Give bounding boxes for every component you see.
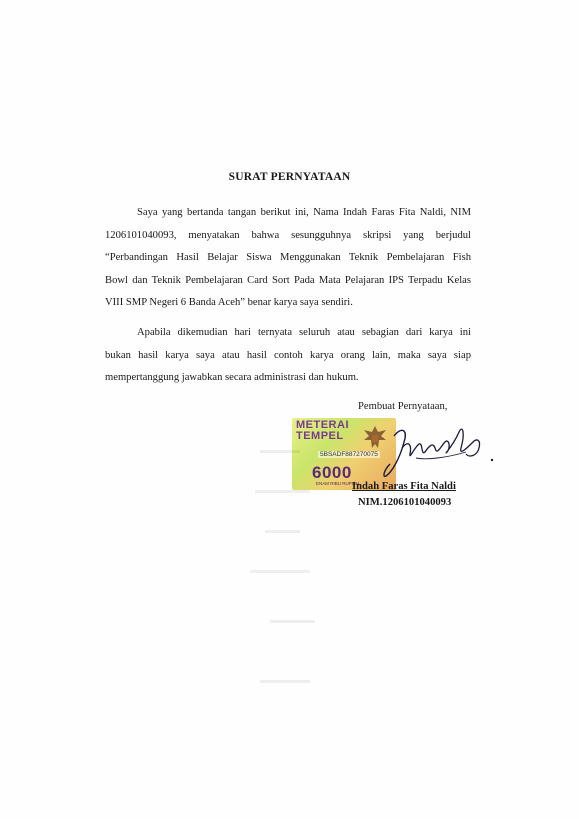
paragraph-line: Bowl dan Teknik Pembelajaran Card Sort Pada Mata Pelajaran IPS Terpadu Kelas	[105, 274, 471, 286]
paragraph-line: mempertanggung jawabkan secara administrasi dan hukum.	[105, 372, 359, 384]
page-title: SURAT PERNYATAAN	[228, 171, 351, 183]
paragraph-line: Saya yang bertanda tangan berikut ini, Nama Indah Faras Fita Naldi, NIM	[137, 207, 471, 218]
paragraph-responsibility	[105, 322, 471, 390]
paragraph-line: Apabila dikemudian hari ternyata seluruh atau sebagian dari karya ini	[137, 327, 471, 338]
stamp-code: 5BSADF887270075	[320, 451, 378, 458]
paragraph-statement	[105, 202, 471, 315]
paragraph-line: 1206101040093, menyatakan bahwa sesungguhnya skripsi yang berjudul	[105, 229, 471, 241]
bleed-through-shadow	[250, 430, 360, 720]
stamp-amount: 6000	[312, 463, 352, 482]
paragraph-line: “Perbandingan Hasil Belajar Siswa Menggunakan Teknik Pembelajaran Fish	[105, 252, 471, 264]
signer-nim: NIM.1206101040093	[358, 497, 452, 508]
paragraph-line: VIII SMP Negeri 6 Banda Aceh” benar karya saya sendiri.	[105, 297, 353, 309]
paragraph-line: bukan hasil karya saya atau hasil contoh karya orang lain, maka saya siap	[105, 349, 471, 361]
stamp-label: METERAI TEMPEL	[296, 419, 349, 442]
stamp-currency: ENAM RIBU RUPIAH	[316, 481, 360, 486]
signer-name: Indah Faras Fita Naldi	[352, 481, 456, 492]
closing-text: Pembuat Pernyataan,	[358, 401, 448, 412]
